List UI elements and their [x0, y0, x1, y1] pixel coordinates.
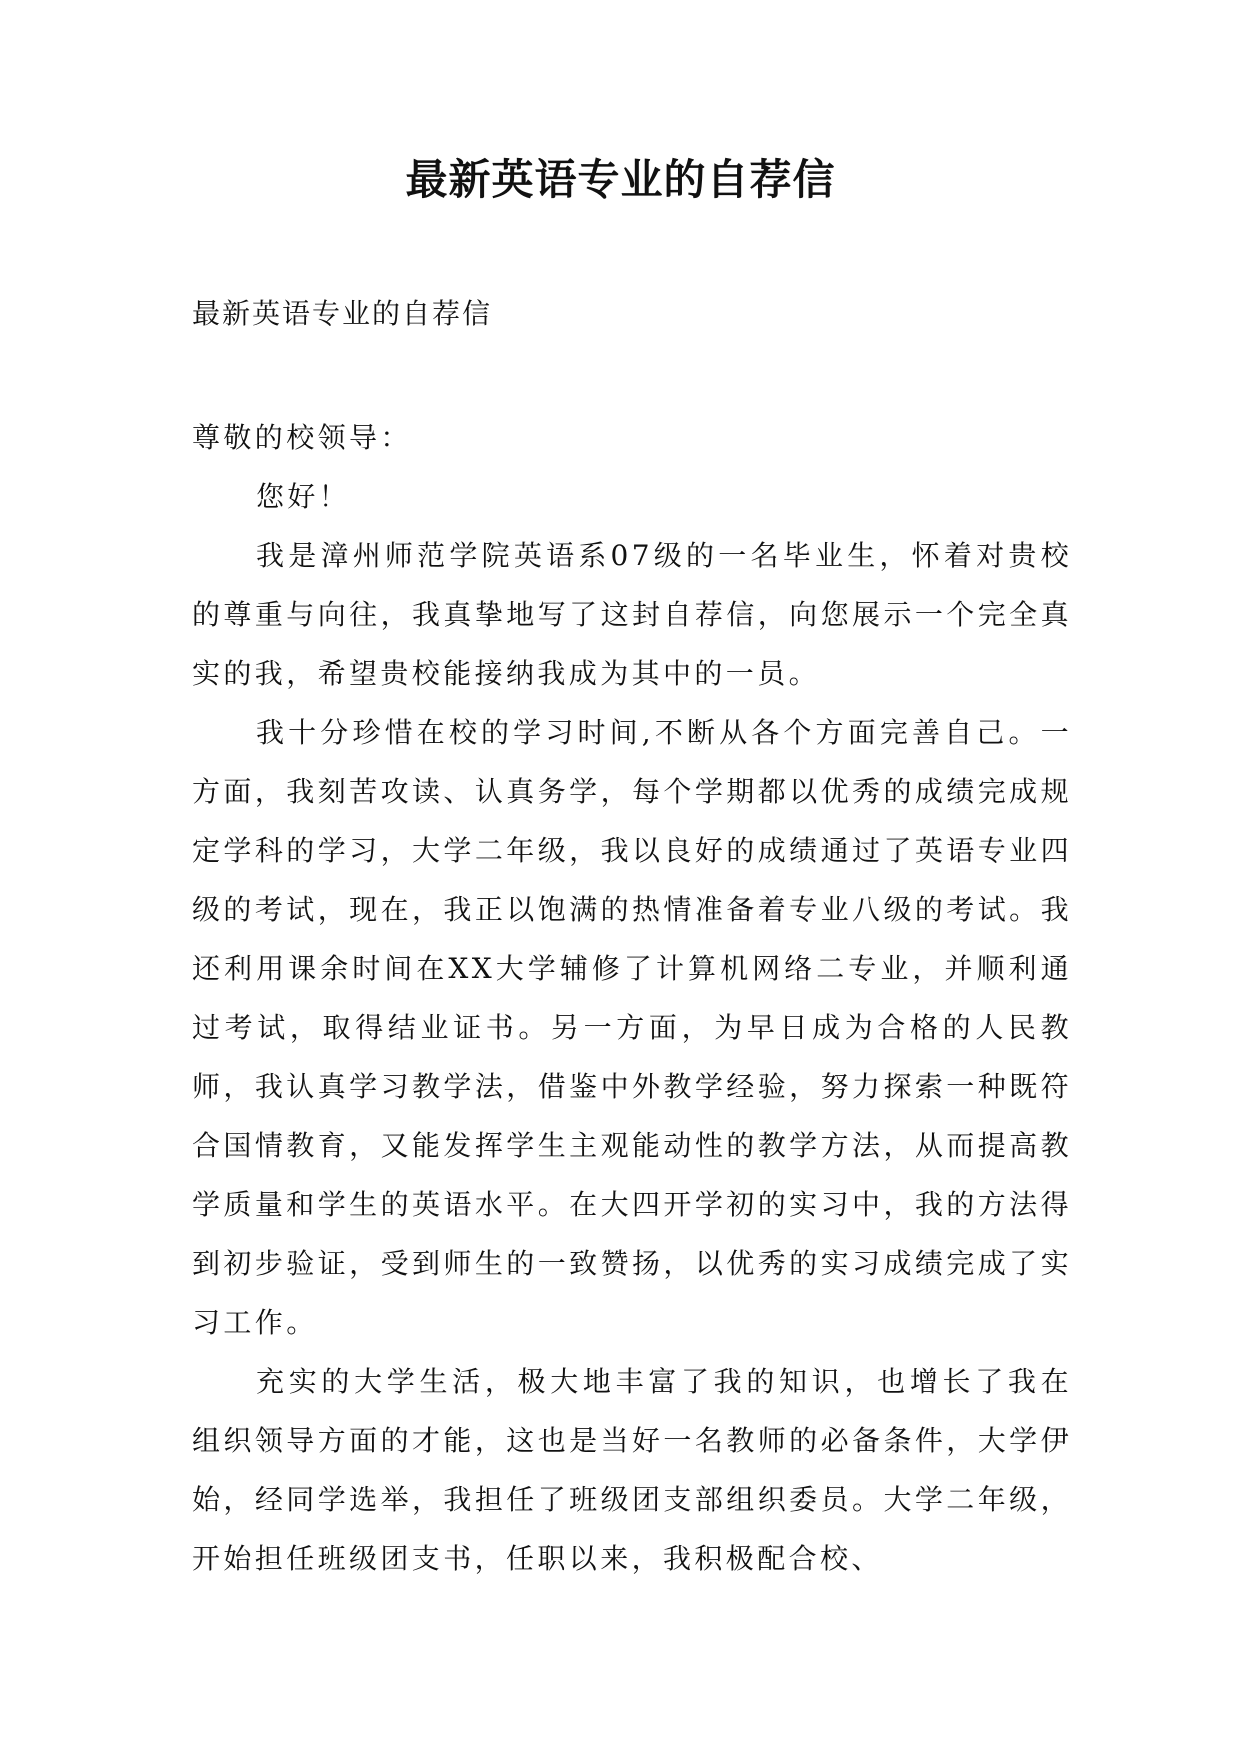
intro-paragraph: 我是漳州师范学院英语系07级的一名毕业生，怀着对贵校的尊重与向往，我真挚地写了这封自荐信，向您展示一个完全真实的我，希望贵校能接纳我成为其中的一员。 — [192, 539, 1072, 690]
study-paragraph: 我十分珍惜在校的学习时间,不断从各个方面完善自己。一方面，我刻苦攻读、认真务学，每个学期都以优秀的成绩完成规定学科的学习，大学二年级，我以良好的成绩通过了英语专业四级的考试，现在，我正以饱满的热情准备着专业八级的考试。我还利用课余时间在XX大学辅修了计算机网络二专业，并顺利通过考试，取得结业证书。另一方面，为早日成为合格的人民教师，我认真学习教学法，借鉴中外教学经验，努力探索一种既符合国情教育，又能发挥学生主观能动性的教学方法，从而提高教学质量和学生的英语水平。在大四开学初的实习中，我的方法得到初步验证，受到师生的一致赞扬，以优秀的实习成绩完成了实习工作。 — [192, 716, 1072, 1339]
document-subtitle: 最新英语专业的自荐信 — [192, 297, 493, 330]
salutation: 尊敬的校领导： — [192, 421, 412, 454]
greeting-paragraph: 您好！ — [256, 480, 351, 513]
leadership-paragraph: 充实的大学生活，极大地丰富了我的知识，也增长了我在组织领导方面的才能，这也是当好一名教师的必备条件，大学伊始，经同学选举，我担任了班级团支部组织委员。大学二年级，开始担任班级团支书，任职以来，我积极配合校、 — [192, 1365, 1072, 1575]
letter-body — [192, 408, 1072, 1588]
document-title: 最新英语专业的自荐信 — [405, 155, 836, 204]
